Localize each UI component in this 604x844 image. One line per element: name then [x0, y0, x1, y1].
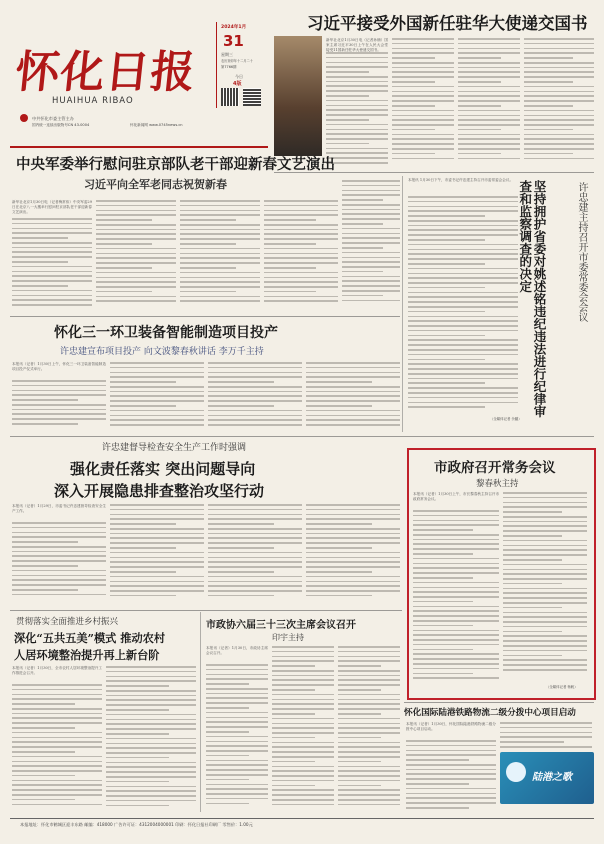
story2-subtitle: 习近平向全军老同志祝贺新春 — [84, 178, 227, 191]
date-box — [216, 22, 269, 108]
vertical-headline[interactable]: 坚持拥护省委对姚述铭违纪违法进行纪律审查和监察调查的决定 — [517, 180, 547, 418]
lead-body-col3 — [458, 38, 520, 170]
vertical-body: 本报讯 1月30日下午，市委书记许忠建主持召开市委常委会会议。 — [408, 178, 514, 182]
story6-col1 — [206, 664, 268, 812]
lead-body-col4 — [524, 38, 594, 170]
gov-sign: （全媒体记者 杨帆） — [546, 685, 578, 689]
story7-col2 — [500, 722, 592, 748]
story3-col3 — [208, 362, 302, 432]
promo-icon — [506, 762, 526, 782]
vertical-sign: （全媒体记者 佘璐） — [490, 417, 522, 421]
story4-headline-1[interactable]: 强化责任落实 突出问题导向 — [70, 460, 256, 478]
gov-body: 本报讯（记者）1月30日上午，市长黎春秋主持召开市政府常务会议。 — [413, 492, 499, 502]
story6-headline[interactable]: 市政协六届三十三次主席会议召开 — [206, 620, 356, 631]
issue-number: 第7766期 — [221, 65, 237, 69]
qr-code-icon[interactable] — [243, 88, 261, 106]
story6-col2 — [272, 646, 334, 812]
vertical-kicker: 许忠建主持召开市委常委会会议 — [576, 182, 587, 322]
lead-body-columns — [326, 52, 388, 170]
gov-subtitle: 黎春秋主持 — [476, 479, 519, 489]
column-divider — [200, 612, 201, 812]
date-year-month: 2024年1月 — [221, 25, 247, 30]
story5-body: 本报讯（记者）1月30日，全市农村人居环境整治提升工作推进会召开。 — [12, 666, 102, 676]
divider — [404, 702, 594, 703]
website: 怀化新闻网 www.0745news.cn — [130, 123, 183, 127]
vertical-body-col — [408, 196, 518, 422]
lead-body: 新华社北京1月30日电（记者孙楠）国家主席习近平30日上午在人民大会堂接受11国新任驻华大使递交国书。 — [326, 38, 388, 53]
qr-code-icon[interactable] — [221, 88, 239, 106]
date-day: 31 — [223, 32, 244, 50]
masthead-divider — [10, 146, 268, 148]
story4-col1 — [12, 522, 106, 604]
story6-col3 — [338, 646, 400, 812]
divider — [10, 316, 400, 317]
story6-subtitle: 印宇主持 — [272, 633, 304, 642]
story3-subtitle: 许忠建宣布项目投产 向文波黎春秋讲话 李万千主持 — [60, 347, 264, 357]
gov-headline[interactable]: 市政府召开常务会议 — [434, 460, 556, 476]
story4-headline-2[interactable]: 深入开展隐患排查整治攻坚行动 — [54, 482, 265, 500]
story3-col2 — [110, 362, 204, 432]
story5-col1 — [12, 684, 102, 812]
story4-body: 本报讯（记者）1月29日，市委书记许忠建督导检查安全生产工作。 — [12, 504, 106, 514]
lead-body-col2 — [392, 38, 454, 170]
story2-body: 新华社北京1月30日电（记者梅常伟）中央军委29日在北京八一大楼举行慰问驻京部队老干部迎新春文艺演出。 — [12, 200, 92, 215]
story2-headline[interactable]: 中央军委举行慰问驻京部队老干部迎新春文艺演出 — [16, 157, 335, 173]
masthead-title: 怀化日报 — [12, 47, 199, 98]
pages-label: 今日 — [235, 74, 243, 79]
story7-col1 — [406, 740, 496, 814]
story5-headline-1[interactable]: 深化“五共五美”模式 推动农村 — [14, 631, 166, 645]
story2-col3 — [180, 200, 260, 312]
cn-number: 国内统一连续出版物号CN 43-0004 — [32, 123, 90, 127]
story2-col2 — [96, 200, 176, 312]
gov-col2 — [503, 492, 587, 680]
masthead — [10, 18, 268, 158]
story3-headline[interactable]: 怀化三一环卫装备智能制造项目投产 — [54, 325, 278, 341]
story3-body: 本报讯（记者）1月30日上午，怀化三一环卫装备智能制造项目投产仪式举行。 — [12, 362, 106, 372]
story3-col1 — [12, 380, 106, 432]
story4-col2 — [110, 504, 204, 604]
lead-headline[interactable]: 习近平接受外国新任驻华大使递交国书 — [307, 14, 588, 33]
story4-kicker: 许忠建督导检查安全生产工作时强调 — [102, 443, 247, 453]
publisher-logo — [20, 114, 28, 122]
masthead-pinyin: HUAIHUA RIBAO — [52, 96, 134, 106]
story5-kicker: 贯彻落实全面推进乡村振兴 — [16, 617, 119, 627]
lunar-date: 农历癸卯年十二月二十 — [221, 59, 253, 63]
promo-label: 陆港之歌 — [532, 772, 572, 783]
story2-col5 — [342, 180, 400, 312]
footer-rule — [10, 818, 594, 819]
footer-text: 本报地址：怀化市鹤城区迎丰东路 邮编：418000 广告许可证：4312004000001 印刷：怀化日报社印刷厂 零售价：1.00元 — [20, 822, 253, 827]
story7-body: 本报讯（记者）1月30日，怀化国际陆港铁路物流二级分拨中心项目启动。 — [406, 722, 496, 732]
story5-col2 — [106, 666, 196, 812]
story2-col4 — [264, 200, 338, 312]
gov-col1 — [413, 510, 499, 686]
story7-headline[interactable]: 怀化国际陆港铁路物流二级分拨中心项目启动 — [404, 708, 576, 718]
story2-col1 — [12, 218, 92, 312]
story6-body: 本报讯（记者）1月30日，市政协主席会议召开。 — [206, 646, 268, 656]
story4-col4 — [306, 504, 400, 604]
publisher-line: 中共怀化市委主管主办 — [32, 116, 74, 121]
story3-col4 — [306, 362, 400, 432]
divider — [10, 436, 594, 437]
promo-banner[interactable] — [500, 752, 594, 804]
page-count: 4版 — [233, 81, 242, 87]
lead-photo — [274, 36, 322, 156]
divider — [10, 610, 402, 611]
story5-headline-2[interactable]: 人居环境整治提升再上新台阶 — [14, 648, 160, 662]
weekday: 星期三 — [221, 52, 233, 57]
column-divider — [402, 176, 403, 432]
story4-col3 — [208, 504, 302, 604]
